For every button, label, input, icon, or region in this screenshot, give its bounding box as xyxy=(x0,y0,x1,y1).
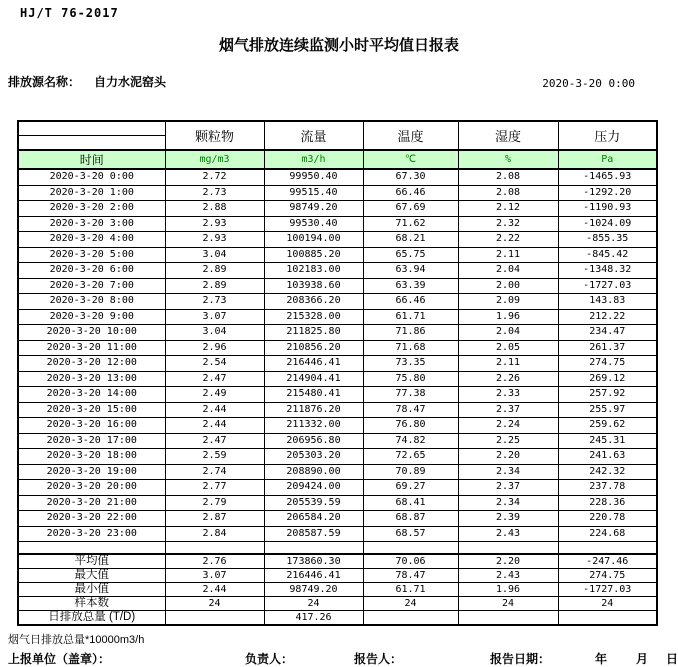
time-cell: 2020-3-20 6:00 xyxy=(18,263,165,279)
summary-row xyxy=(18,569,657,583)
summary-row xyxy=(18,583,657,597)
value-cell: 2.47 xyxy=(165,371,264,387)
value-cell: 257.92 xyxy=(558,387,657,403)
summary-row xyxy=(18,611,657,626)
month-label: 月 xyxy=(636,652,649,666)
value-cell: 2.11 xyxy=(458,356,558,372)
table-row xyxy=(18,526,657,542)
value-cell: 255.97 xyxy=(558,402,657,418)
value-cell: 2.88 xyxy=(165,201,264,217)
table-row xyxy=(18,247,657,263)
header-blank-top-cell xyxy=(18,121,165,136)
report-date-label: 报告日期： xyxy=(490,652,551,666)
report-datetime: 2020-3-20 0:00 xyxy=(542,77,635,90)
table-row xyxy=(18,232,657,248)
value-cell: 63.39 xyxy=(363,278,458,294)
value-cell: 70.89 xyxy=(363,464,458,480)
value-cell: 2.79 xyxy=(165,495,264,511)
value-cell: 215328.00 xyxy=(264,309,363,325)
value-cell: 2.44 xyxy=(165,418,264,434)
day-label: 日 xyxy=(666,652,678,666)
footnote: 烟气日排放总量*10000m3/h xyxy=(8,634,145,646)
value-cell: 3.07 xyxy=(165,309,264,325)
value-cell: 72.65 xyxy=(363,449,458,465)
summary-value-cell xyxy=(558,611,657,626)
value-cell: 2.05 xyxy=(458,340,558,356)
value-cell: -1190.93 xyxy=(558,201,657,217)
value-cell: 99515.40 xyxy=(264,185,363,201)
time-cell: 2020-3-20 16:00 xyxy=(18,418,165,434)
summary-value-cell xyxy=(458,611,558,626)
value-cell: 68.41 xyxy=(363,495,458,511)
value-cell: 214904.41 xyxy=(264,371,363,387)
value-cell: 224.68 xyxy=(558,526,657,542)
value-cell: 2.39 xyxy=(458,511,558,527)
time-cell: 2020-3-20 0:00 xyxy=(18,169,165,185)
value-cell: -845.42 xyxy=(558,247,657,263)
value-cell: 2.00 xyxy=(458,278,558,294)
summary-label: 平均值 xyxy=(18,554,165,569)
report-unit-label: 上报单位（盖章）： xyxy=(8,652,111,666)
summary-label: 样本数 xyxy=(18,597,165,611)
value-cell: 210856.20 xyxy=(264,340,363,356)
summary-value-cell: 2.43 xyxy=(458,569,558,583)
unit-pressure: Pa xyxy=(558,150,657,169)
value-cell: 2.93 xyxy=(165,232,264,248)
summary-value-cell: 216446.41 xyxy=(264,569,363,583)
value-cell: 2.87 xyxy=(165,511,264,527)
time-cell: 2020-3-20 22:00 xyxy=(18,511,165,527)
value-cell: 206956.80 xyxy=(264,433,363,449)
value-cell: 208366.20 xyxy=(264,294,363,310)
table-row xyxy=(18,340,657,356)
summary-value-cell: 2.44 xyxy=(165,583,264,597)
value-cell: 261.37 xyxy=(558,340,657,356)
value-cell: 212.22 xyxy=(558,309,657,325)
value-cell: 211876.20 xyxy=(264,402,363,418)
source-label: 排放源名称： xyxy=(8,75,81,89)
time-cell: 2020-3-20 11:00 xyxy=(18,340,165,356)
value-cell: 63.94 xyxy=(363,263,458,279)
value-cell: 220.78 xyxy=(558,511,657,527)
time-cell: 2020-3-20 19:00 xyxy=(18,464,165,480)
summary-value-cell: 24 xyxy=(363,597,458,611)
col-header-humidity: 湿度 xyxy=(458,121,558,150)
standard-code: HJ/T 76-2017 xyxy=(20,6,119,20)
value-cell: 102183.00 xyxy=(264,263,363,279)
table-row xyxy=(18,356,657,372)
value-cell: 211332.00 xyxy=(264,418,363,434)
value-cell: 143.83 xyxy=(558,294,657,310)
value-cell: 1.96 xyxy=(458,309,558,325)
table-row xyxy=(18,433,657,449)
value-cell: 100194.00 xyxy=(264,232,363,248)
unit-temperature: ℃ xyxy=(363,150,458,169)
time-cell: 2020-3-20 1:00 xyxy=(18,185,165,201)
empty-cell xyxy=(18,542,165,555)
table-row xyxy=(18,216,657,232)
time-cell: 2020-3-20 2:00 xyxy=(18,201,165,217)
header-row-top xyxy=(18,121,657,136)
value-cell: 215480.41 xyxy=(264,387,363,403)
time-cell: 2020-3-20 5:00 xyxy=(18,247,165,263)
value-cell: 2.25 xyxy=(458,433,558,449)
summary-value-cell: 24 xyxy=(558,597,657,611)
value-cell: -1024.09 xyxy=(558,216,657,232)
table-row xyxy=(18,495,657,511)
value-cell: 2.84 xyxy=(165,526,264,542)
report-title: 烟气排放连续监测小时平均值日报表 xyxy=(218,37,459,54)
value-cell: 2.08 xyxy=(458,169,558,185)
time-cell: 2020-3-20 14:00 xyxy=(18,387,165,403)
value-cell: 2.11 xyxy=(458,247,558,263)
value-cell: 2.43 xyxy=(458,526,558,542)
value-cell: 2.93 xyxy=(165,216,264,232)
report-meta xyxy=(8,73,635,90)
table-row xyxy=(18,263,657,279)
table-row xyxy=(18,371,657,387)
summary-value-cell: -247.46 xyxy=(558,554,657,569)
spacer-row xyxy=(18,542,657,555)
value-cell: 69.27 xyxy=(363,480,458,496)
time-cell: 2020-3-20 10:00 xyxy=(18,325,165,341)
summary-value-cell: 173860.30 xyxy=(264,554,363,569)
summary-value-cell xyxy=(165,611,264,626)
value-cell: 3.04 xyxy=(165,247,264,263)
value-cell: 74.82 xyxy=(363,433,458,449)
col-header-temperature: 温度 xyxy=(363,121,458,150)
table-row xyxy=(18,480,657,496)
value-cell: 2.74 xyxy=(165,464,264,480)
value-cell: -1465.93 xyxy=(558,169,657,185)
value-cell: 75.80 xyxy=(363,371,458,387)
time-cell: 2020-3-20 3:00 xyxy=(18,216,165,232)
value-cell: 78.47 xyxy=(363,402,458,418)
value-cell: 2.09 xyxy=(458,294,558,310)
value-cell: 71.86 xyxy=(363,325,458,341)
time-cell: 2020-3-20 23:00 xyxy=(18,526,165,542)
value-cell: 216446.41 xyxy=(264,356,363,372)
value-cell: 245.31 xyxy=(558,433,657,449)
value-cell: 2.22 xyxy=(458,232,558,248)
table-row xyxy=(18,464,657,480)
value-cell: 2.20 xyxy=(458,449,558,465)
value-cell: 100885.20 xyxy=(264,247,363,263)
summary-value-cell: 24 xyxy=(264,597,363,611)
table-row xyxy=(18,185,657,201)
summary-value-cell: 274.75 xyxy=(558,569,657,583)
value-cell: 242.32 xyxy=(558,464,657,480)
value-cell: 68.57 xyxy=(363,526,458,542)
col-header-flow: 流量 xyxy=(264,121,363,150)
table-row xyxy=(18,309,657,325)
value-cell: 2.73 xyxy=(165,185,264,201)
value-cell: 73.35 xyxy=(363,356,458,372)
value-cell: 2.54 xyxy=(165,356,264,372)
emission-source xyxy=(8,73,166,90)
table-row xyxy=(18,294,657,310)
summary-value-cell: 98749.20 xyxy=(264,583,363,597)
time-cell: 2020-3-20 20:00 xyxy=(18,480,165,496)
value-cell: 71.62 xyxy=(363,216,458,232)
table-row xyxy=(18,449,657,465)
summary-value-cell: 78.47 xyxy=(363,569,458,583)
col-header-pressure: 压力 xyxy=(558,121,657,150)
value-cell: 2.37 xyxy=(458,480,558,496)
value-cell: 2.04 xyxy=(458,325,558,341)
value-cell: 2.49 xyxy=(165,387,264,403)
value-cell: 77.38 xyxy=(363,387,458,403)
summary-value-cell: 24 xyxy=(165,597,264,611)
value-cell: 2.89 xyxy=(165,263,264,279)
source-name: 自力水泥窑头 xyxy=(94,75,167,89)
value-cell: 209424.00 xyxy=(264,480,363,496)
units-row xyxy=(18,150,657,169)
unit-flow: m3/h xyxy=(264,150,363,169)
value-cell: 2.96 xyxy=(165,340,264,356)
value-cell: 228.36 xyxy=(558,495,657,511)
value-cell: 67.69 xyxy=(363,201,458,217)
summary-value-cell: 417.26 xyxy=(264,611,363,626)
summary-value-cell: 2.20 xyxy=(458,554,558,569)
value-cell: 76.80 xyxy=(363,418,458,434)
value-cell: 2.59 xyxy=(165,449,264,465)
unit-humidity: % xyxy=(458,150,558,169)
value-cell: 2.12 xyxy=(458,201,558,217)
value-cell: 234.47 xyxy=(558,325,657,341)
value-cell: 66.46 xyxy=(363,294,458,310)
time-header: 时间 xyxy=(18,150,165,169)
value-cell: 65.75 xyxy=(363,247,458,263)
empty-cell xyxy=(458,542,558,555)
empty-cell xyxy=(264,542,363,555)
signature-line xyxy=(0,650,678,666)
col-header-particulate: 颗粒物 xyxy=(165,121,264,150)
value-cell: 2.72 xyxy=(165,169,264,185)
time-cell: 2020-3-20 13:00 xyxy=(18,371,165,387)
value-cell: 98749.20 xyxy=(264,201,363,217)
time-cell: 2020-3-20 12:00 xyxy=(18,356,165,372)
value-cell: 99950.40 xyxy=(264,169,363,185)
value-cell: 99530.40 xyxy=(264,216,363,232)
value-cell: 71.68 xyxy=(363,340,458,356)
value-cell: 2.37 xyxy=(458,402,558,418)
value-cell: -1292.20 xyxy=(558,185,657,201)
table-row xyxy=(18,402,657,418)
value-cell: 274.75 xyxy=(558,356,657,372)
value-cell: 67.30 xyxy=(363,169,458,185)
report-table xyxy=(17,120,658,626)
summary-value-cell: 3.07 xyxy=(165,569,264,583)
value-cell: 206584.20 xyxy=(264,511,363,527)
table-row xyxy=(18,418,657,434)
empty-cell xyxy=(363,542,458,555)
value-cell: 2.04 xyxy=(458,263,558,279)
summary-value-cell xyxy=(363,611,458,626)
value-cell: 68.87 xyxy=(363,511,458,527)
summary-row xyxy=(18,597,657,611)
empty-cell xyxy=(558,542,657,555)
value-cell: 2.77 xyxy=(165,480,264,496)
table-row xyxy=(18,511,657,527)
value-cell: 2.08 xyxy=(458,185,558,201)
summary-row xyxy=(18,554,657,569)
value-cell: 2.26 xyxy=(458,371,558,387)
value-cell: 66.46 xyxy=(363,185,458,201)
summary-label: 最大值 xyxy=(18,569,165,583)
value-cell: -1727.03 xyxy=(558,278,657,294)
table-row xyxy=(18,325,657,341)
value-cell: 2.34 xyxy=(458,464,558,480)
value-cell: 2.47 xyxy=(165,433,264,449)
time-cell: 2020-3-20 7:00 xyxy=(18,278,165,294)
value-cell: 2.34 xyxy=(458,495,558,511)
value-cell: 241.63 xyxy=(558,449,657,465)
summary-value-cell: 1.96 xyxy=(458,583,558,597)
value-cell: 259.62 xyxy=(558,418,657,434)
value-cell: 3.04 xyxy=(165,325,264,341)
responsible-label: 负责人： xyxy=(245,652,294,666)
value-cell: 2.24 xyxy=(458,418,558,434)
reporter-label: 报告人： xyxy=(354,652,403,666)
summary-value-cell: 61.71 xyxy=(363,583,458,597)
time-cell: 2020-3-20 8:00 xyxy=(18,294,165,310)
value-cell: -855.35 xyxy=(558,232,657,248)
value-cell: 2.89 xyxy=(165,278,264,294)
time-cell: 2020-3-20 17:00 xyxy=(18,433,165,449)
time-cell: 2020-3-20 21:00 xyxy=(18,495,165,511)
table-row xyxy=(18,278,657,294)
summary-value-cell: 2.76 xyxy=(165,554,264,569)
summary-value-cell: 24 xyxy=(458,597,558,611)
table-row xyxy=(18,201,657,217)
value-cell: 2.73 xyxy=(165,294,264,310)
table-row xyxy=(18,169,657,185)
value-cell: -1348.32 xyxy=(558,263,657,279)
value-cell: 2.44 xyxy=(165,402,264,418)
value-cell: 205539.59 xyxy=(264,495,363,511)
table-row xyxy=(18,387,657,403)
empty-cell xyxy=(165,542,264,555)
value-cell: 237.78 xyxy=(558,480,657,496)
value-cell: 205303.20 xyxy=(264,449,363,465)
header-blank-bottom-cell xyxy=(18,136,165,151)
value-cell: 208890.00 xyxy=(264,464,363,480)
summary-label: 最小值 xyxy=(18,583,165,597)
value-cell: 269.12 xyxy=(558,371,657,387)
summary-label: 日排放总量 (T/D) xyxy=(18,611,165,626)
value-cell: 208587.59 xyxy=(264,526,363,542)
time-cell: 2020-3-20 4:00 xyxy=(18,232,165,248)
year-label: 年 xyxy=(595,652,608,666)
summary-value-cell: -1727.03 xyxy=(558,583,657,597)
value-cell: 103938.60 xyxy=(264,278,363,294)
time-cell: 2020-3-20 15:00 xyxy=(18,402,165,418)
value-cell: 68.21 xyxy=(363,232,458,248)
unit-particulate: mg/m3 xyxy=(165,150,264,169)
summary-value-cell: 70.06 xyxy=(363,554,458,569)
time-cell: 2020-3-20 18:00 xyxy=(18,449,165,465)
time-cell: 2020-3-20 9:00 xyxy=(18,309,165,325)
value-cell: 2.32 xyxy=(458,216,558,232)
value-cell: 211825.80 xyxy=(264,325,363,341)
value-cell: 61.71 xyxy=(363,309,458,325)
value-cell: 2.33 xyxy=(458,387,558,403)
